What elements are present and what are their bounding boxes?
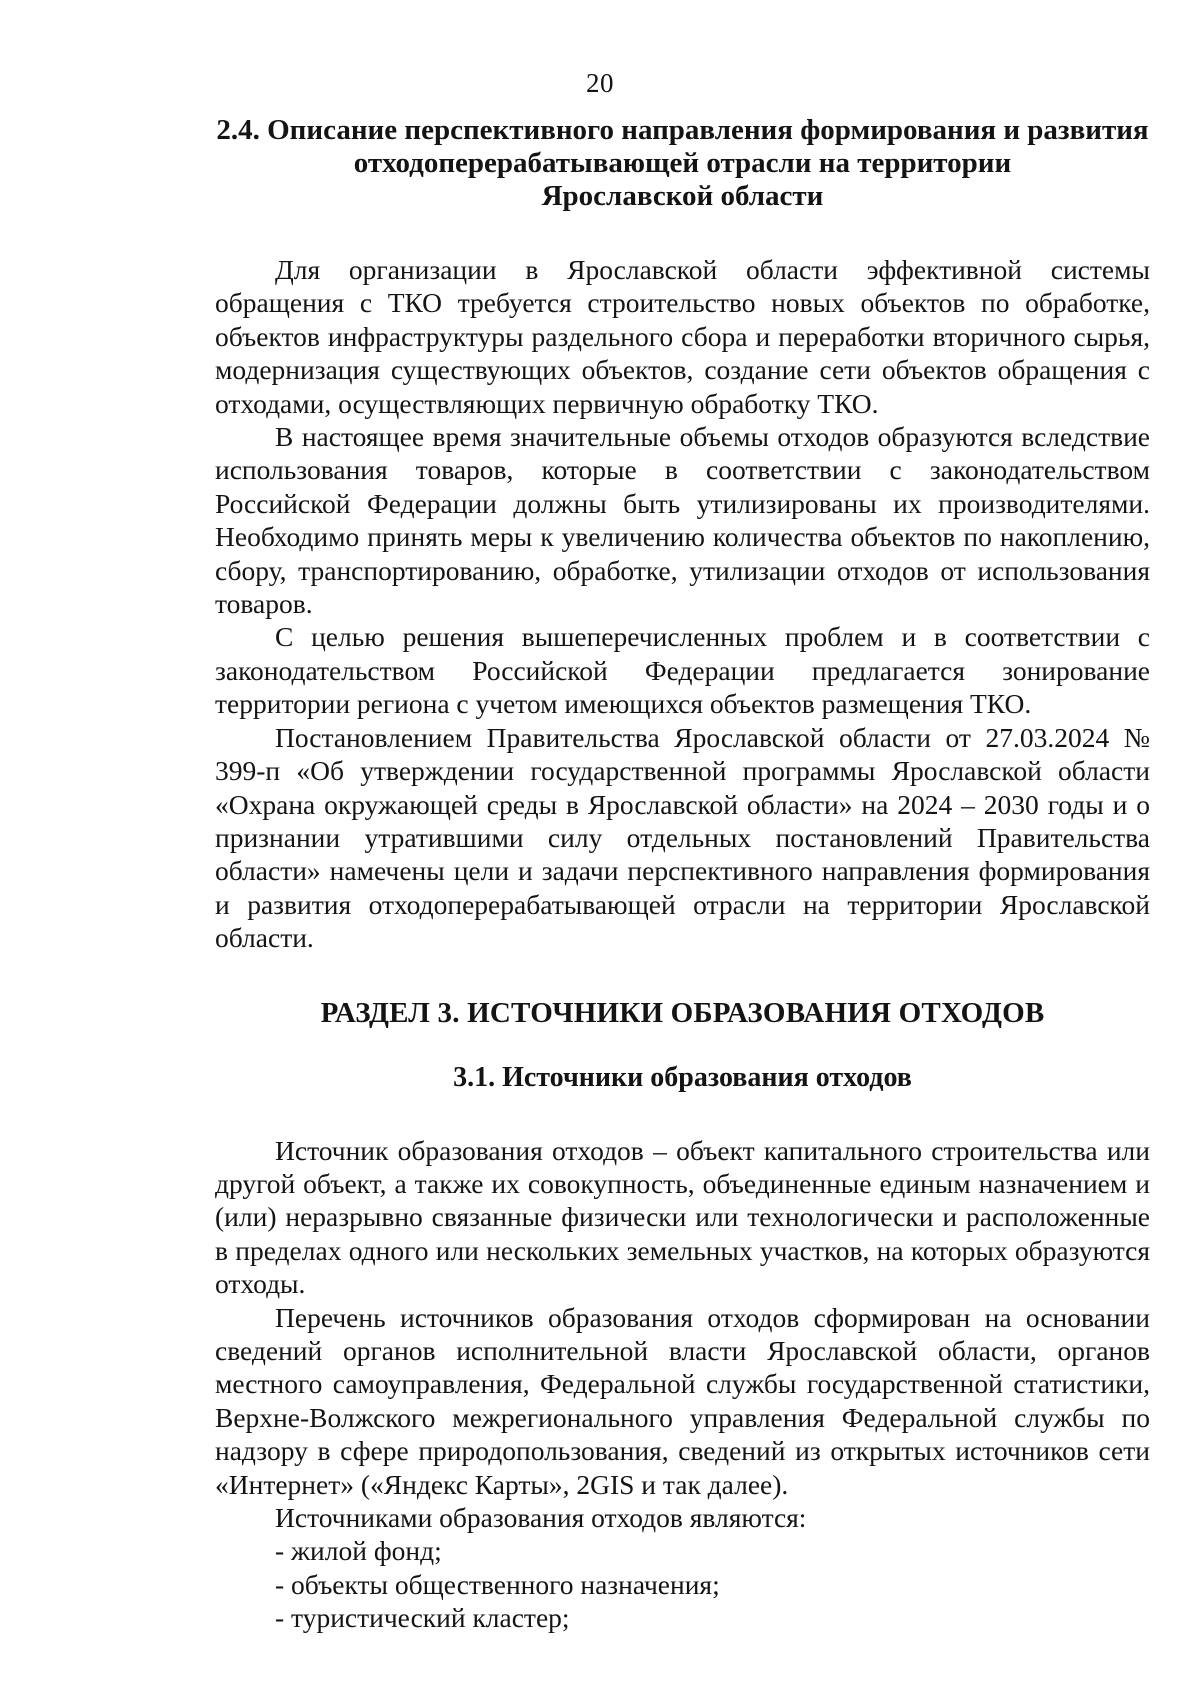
paragraph: Для организации в Ярославской области эффективной системы обращения с ТКО требуется строительство новых объектов по обработке, объектов инфраструктуры раздельного сбора и переработки вторичного сырья, модернизация существующих объектов, создание сети объектов обращения с отходами, осуществляющих первичную обработку ТКО. [215, 254, 1150, 419]
section-2-4-heading-line: Ярославской области [541, 180, 824, 212]
section-2-4-body [215, 253, 1150, 955]
list-item: - жилой фонд; [275, 1535, 442, 1567]
paragraph: Постановлением Правительства Ярославской области от 27.03.2024 № 399-п «Об утверждении государственной программы Ярославской области «Охрана окружающей среды в Ярославской области» на 2024 – 2030 годы и о признании утратившими силу отдельных постановлений Правительства области» намечены цели и задачи перспективного направления формирования и развития отходоперерабатывающей отрасли на территории Ярославской области. [215, 721, 1150, 954]
subsection-3-1-title: 3.1. Источники образования отходов [453, 1061, 912, 1093]
paragraph: Источник образования отходов – объект капитального строительства или другой объект, а также их совокупность, объединенные единым назначением и (или) неразрывно связанные физически или технологически и расположенные в пределах одного или нескольких земельных участков, на которых образуются отходы. [215, 1134, 1150, 1300]
list-intro: Источниками образования отходов являются: [275, 1502, 807, 1533]
section-3-title: РАЗДЕЛ 3. ИСТОЧНИКИ ОБРАЗОВАНИЯ ОТХОДОВ [320, 996, 1045, 1029]
page-content [215, 114, 1150, 1635]
section-2-4-heading-line: 2.4. Описание перспективного направления формирования и развития [216, 114, 1149, 146]
paragraph: В настоящее время значительные объемы отходов образуются вследствие использования товаров, которые в соответствии с законодательством Российской Федерации должны быть утилизированы их производителями. Необходимо принять меры к увеличению количества объектов по накоплению, сбору, транспортированию, обработке, утилизации отходов от использования товаров. [215, 421, 1150, 620]
section-3-1-body [215, 1134, 1150, 1635]
paragraph: С целью решения вышеперечисленных проблем и в соответствии с законодательством Российской Федерации предлагается зонирование территории региона с учетом имеющихся объектов размещения ТКО. [215, 621, 1150, 720]
list-item: - объекты общественного назначения; [275, 1568, 720, 1600]
waste-sources-list [215, 1534, 1150, 1634]
page-number: 20 [586, 68, 614, 98]
section-2-4-heading-line: отходоперерабатывающей отрасли на территории [353, 147, 1012, 179]
section-2-4-heading [215, 114, 1150, 213]
list-item: - туристический кластер; [275, 1602, 570, 1634]
paragraph: Перечень источников образования отходов сформирован на основании сведений органов исполнительной власти Ярославской области, органов местного самоуправления, Федеральной службы государственной статистики, Верхне-Волжского межрегионального управления Федеральной службы по надзору в сфере природопользования, сведений из открытых источников сети «Интернет» («Яндекс Карты», 2GIS и так далее). [215, 1301, 1150, 1500]
